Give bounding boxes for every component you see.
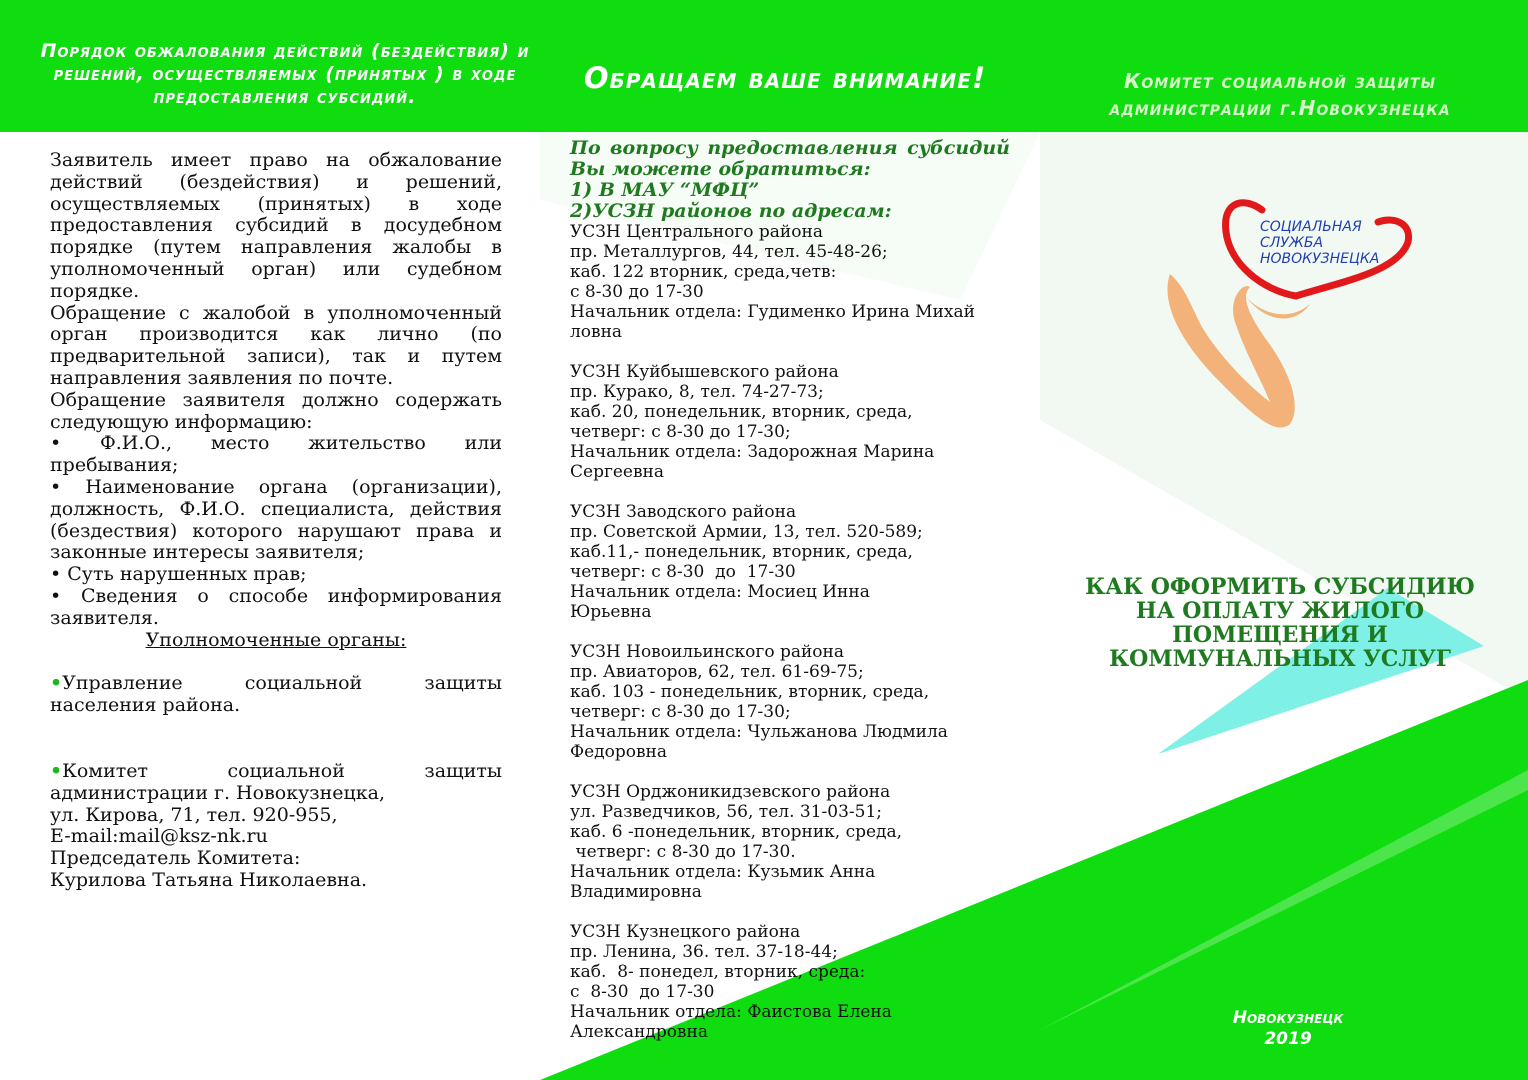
requirement-bullet: • Ф.И.О., место жительство или пребывания; [50,432,502,477]
office-line: Начальник отдела: Фаистова Елена [570,1002,892,1022]
logo-text-line1: СОЦИАЛЬНАЯ [1260,219,1362,235]
office-entry [570,222,1010,342]
requirement-bullet: • Наименование органа (организации), должность, Ф.И.О. специалиста, действия (бездествия) которого нарушают права и законные интересы заявителя; [50,475,502,564]
office-line: УСЗН Заводского района [570,502,797,522]
office-line: Юрьевна [570,602,652,622]
office-line: пр. Советской Армии, 13, тел. 520-589; [570,522,923,542]
requirement-bullet: • Суть нарушенных прав; [50,563,307,586]
office-line: каб. 8- понедел, вторник, среда: [570,962,866,982]
footer-year: 2019 [1264,1029,1312,1049]
offices-column [570,138,1010,1062]
office-line: УСЗН Куйбышевского района [570,362,839,382]
authority-email: E-mail:mail@ksz-nk.ru [50,825,268,848]
logo-text-line2: СЛУЖБА [1260,235,1324,251]
office-line: ловна [570,322,623,342]
office-line: пр. Авиаторов, 62, тел. 61-69-75; [570,662,864,682]
embrace-figure-icon [1167,274,1294,428]
appeal-paragraph: Заявитель имеет право на обжалование действий (бездействия) и решений, осуществляемых (принятых) в ходе предоставления субсидий в досудебном порядке (путем направления жалобы в уполномоченный орган) или судебном порядке. [50,149,502,302]
office-line: ул. Разведчиков, 56, тел. 31-03-51; [570,802,882,822]
office-line: четверг: с 8-30 до 17-30. [570,842,796,862]
office-line: пр. Металлургов, 44, тел. 45-48-26; [570,242,888,262]
office-line: Владимировна [570,882,702,902]
office-entry [570,642,1010,762]
brochure-title-line: КОММУНАЛЬНЫХ УСЛУГ [1109,646,1451,672]
office-line: с 8-30 до 17-30 [570,982,715,1002]
center-header-title: Обращаем ваше внимание! [583,61,987,95]
footer-city: Новокузнецк [1232,1008,1344,1028]
office-line: каб. 20, понедельник, вторник, среда, [570,402,913,422]
footer [1188,1008,1388,1050]
office-line: УСЗН Кузнецкого района [570,922,801,942]
offices-intro: 1) В МАУ “МФЦ” [570,179,760,201]
appeal-procedure-column [50,150,502,892]
authority-line: Курилова Татьяна Николаевна. [50,868,368,891]
office-line: УСЗН Новоильинского района [570,642,845,662]
office-entry [570,922,1010,1042]
right-header-title: Комитет социальной защиты администрации г.Новокузнецка [1109,69,1451,120]
authority-line: ул. Кирова, 71, тел. 920-955, [50,803,338,826]
office-line: УСЗН Орджоникидзевского района [570,782,891,802]
office-line: Начальник отдела: Мосиец Инна [570,582,870,602]
offices-intro: 2)УСЗН районов по адресам: [570,200,892,222]
offices-intro: По вопросу предоставления субсидий [570,137,1010,159]
green-bullet-icon: • [50,672,63,695]
logo-text-line3: НОВОКУЗНЕЦКА [1260,251,1380,267]
office-line: пр. Ленина, 36. тел. 37-18-44; [570,942,838,962]
office-line: четверг: с 8-30 до 17-30 [570,562,796,582]
office-line: с 8-30 до 17-30 [570,282,704,302]
office-line: Начальник отдела: Чульжанова Людмила [570,722,948,742]
office-line: каб.11,- понедельник, вторник, среда, [570,542,913,562]
office-line: Начальник отдела: Гудименко Ирина Михай [570,302,975,322]
office-line: пр. Курако, 8, тел. 74-27-73; [570,382,824,402]
authority-line: администрации г. Новокузнецка, [50,781,385,804]
offices-list [570,222,1010,1042]
authority-line: Председатель Комитета: [50,847,301,870]
office-line: Сергеевна [570,462,665,482]
office-entry [570,362,1010,482]
office-line: каб. 6 -понедельник, вторник, среда, [570,822,903,842]
office-line: Александровна [570,1022,708,1042]
embrace-arm-icon [1246,297,1310,319]
brochure-title-line: НА ОПЛАТУ ЖИЛОГО [1135,598,1425,624]
left-header-title: Порядок обжалования действий (бездействия) и решений, осуществляемых (принятых ) в ходе предоставления субсидий. [40,40,530,108]
authority-item: •Комитет социальной защиты [50,759,502,782]
green-bullet-icon: • [50,759,63,782]
office-line: каб. 122 вторник, среда,четв: [570,262,837,282]
appeal-paragraph: Обращение с жалобой в уполномоченный орган производится как лично (по предварительной записи), так и путем направления заявления по почте. [50,301,502,389]
social-service-logo [1150,192,1440,442]
office-line: Начальник отдела: Кузьмик Анна [570,862,876,882]
office-line: Федоровна [570,742,668,762]
office-entry [570,502,1010,622]
appeal-paragraph: Обращение заявителя должно содержать следующую информацию: [50,388,502,433]
brochure-title-line: КАК ОФОРМИТЬ СУБСИДИЮ [1085,574,1475,600]
offices-intro: Вы можете обратиться: [570,158,871,180]
authority-item: •Управление социальной защиты населения района. [50,672,502,717]
office-entry [570,782,1010,902]
office-line: УСЗН Центрального района [570,222,823,242]
office-line: четверг: с 8-30 до 17-30; [570,422,791,442]
authorities-heading: Уполномоченные органы: [145,628,407,651]
office-line: четверг: с 8-30 до 17-30; [570,702,791,722]
office-line: Начальник отдела: Задорожная Марина [570,442,935,462]
office-line: каб. 103 - понедельник, вторник, среда, [570,682,930,702]
brochure-title [1080,575,1480,671]
brochure-title-line: ПОМЕЩЕНИЯ И [1172,622,1388,648]
requirement-bullet: • Сведения о способе информирования заявителя. [50,584,502,629]
